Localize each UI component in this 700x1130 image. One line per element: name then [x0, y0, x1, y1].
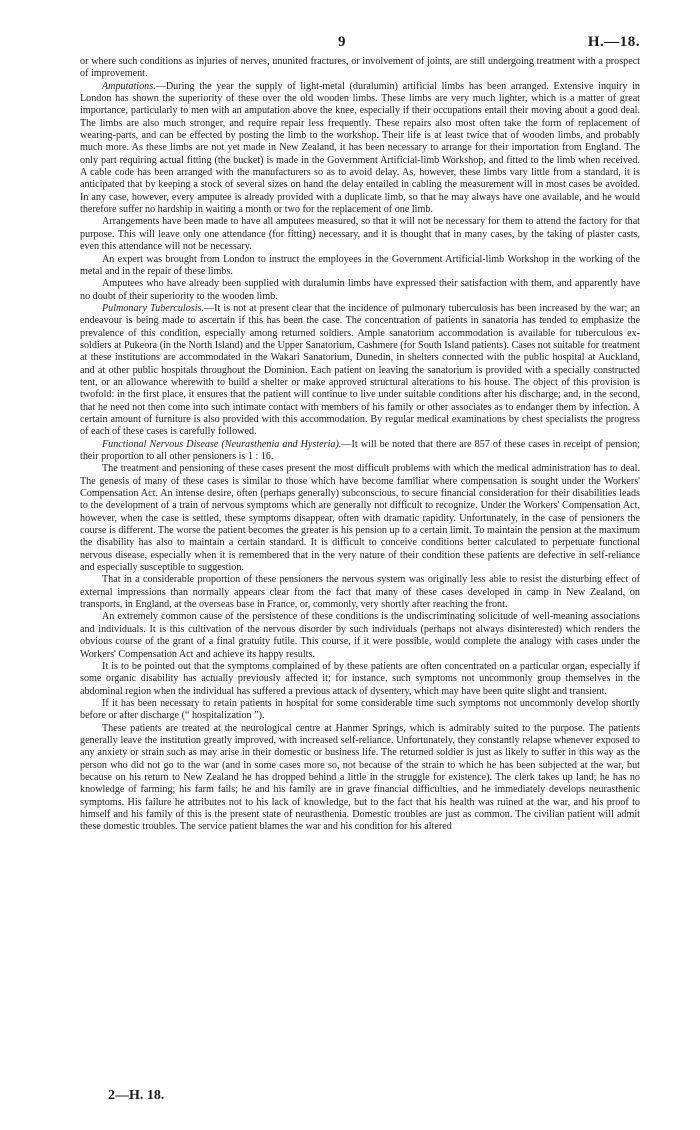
paragraph: That in a considerable proportion of these pensioners the nervous system was originally less able to resist the disturbing effect of external impressions than normally appears clear from the fact that many of these cases developed in camp in New Zealand, on transports, in England, at the overseas base in France, or, commonly, very shortly after reaching the front. [80, 574, 640, 611]
page-number: 9 [338, 34, 346, 50]
body-text [80, 56, 640, 834]
paragraph-functional-nervous-disease: Functional Nervous Disease (Neurasthenia and Hysteria).—It will be noted that there are 857 of these cases in receipt of pension; their proportion to all other pensioners is 1 : 16. [80, 438, 641, 462]
paragraph: Arrangements have been made to have all amputees measured, so that it will not be necessary for them to attend the factory for that purpose. This will leave only one attendance (for fitting) necessary, and it is thought that in many cases, by the taking of plaster casts, even this attendance will not be necessary. [80, 216, 640, 253]
section-heading: Pulmonary Tuberculosis. [102, 302, 204, 314]
paragraph: or where such conditions as injuries of nerves, ununited fractures, or involvement of joints, are still undergoing treatment with a prospect of improvement. [80, 56, 640, 80]
footer-signature: 2—H. 18. [108, 1088, 165, 1103]
paragraph: These patients are treated at the neurological centre at Hanmer Springs, which is admirably suited to the purpose. The patients generally leave the institution greatly improved, with increased self-reliance. Unfortunately, they constantly relapse whenever exposed to any anxiety or strain such as may arise in their domestic or business life. The returned soldier is just as likely to suffer in this way as the person who did not go to the war (and in some cases more so, not because of the strain to which he has been subjected at the war, but because on his return to New Zealand he has dropped behind a little in the struggle for existence). The clerk takes up land; he has no knowledge of farming; his farm fails; he and his family are in grave financial difficulties, and he immediately develops neurasthenic symptoms. His failure he attributes not to his lack of knowledge, but to the fact that his health was ruined at the war, and his proof to himself and his family of this is the present state of neurasthenia. Domestic troubles are just as common. The civilian patient will admit these domestic troubles. The service patient blames the war and his condition for his altered [80, 722, 640, 833]
paragraph: An expert was brought from London to instruct the employees in the Government Artificial-limb Workshop in the working of the metal and in the repair of these limbs. [80, 253, 640, 277]
paragraph-amputations: Amputations.—During the year the supply of light-metal (duralumin) artificial limbs has been arranged. Extensive inquiry in London has shown the superiority of these over the old wooden limbs. These limbs are very much lighter, which is a matter of great importance, particularly to men with an amputation above the knee, especially if their occupations entail their moving about a good deal. The limbs are also much stronger, and require repair less frequently. These repairs also most often take the form of replacement of wearing-parts, and can be effected by posting the limb to the workshop. Their life is at least twice that of wooden limbs, and probably much more. As these limbs are not yet made in New Zealand, it has been necessary to arrange for their importation from England. The only part requiring actual fitting (the bucket) is made in the Government Artificial-limb Workshop, and fitted to the limb when received. A cable code has been arranged with the manufacturers so as to avoid delay. As, however, these limbs vary little from a standard, it is anticipated that by keeping a stock of several sizes on hand the delay entailed in cabling the measurement will in most cases be avoided. In any case, however, every amputee is already provided with a duplicate limb, so that he may always have one available, and he would therefore suffer no hardship in waiting a month or two for the replacement of one limb. [80, 80, 640, 216]
paragraph-pulmonary-tuberculosis: Pulmonary Tuberculosis.—It is not at present clear that the incidence of pulmonary tuberculosis has been increased by the war; an endeavour is being made to ascertain if this has been the case. The concentration of patients in sanatoria has tended to emphasize the prevalence of this condition, especially among returned soldiers. Ample sanatorium accommodation is available for tuberculous ex-soldiers at Pukeora (in the North Island) and the Upper Sanatorium, Cashmere (for South Island patients). Cases not suitable for treatment at these institutions are accommodated in the Wakari Sanatorium, Dunedin, in shelters connected with the public hospital at Auckland, and at other public hospitals throughout the Dominion. Each patient on leaving the sanatorium is provided with a specially constructed tent, or an allowance wherewith to build a shelter or make approved structural alterations to his house. The object of this provision is twofold: in the first place, it ensures that the patient will continue to live under suitable conditions after his discharge; and, in the second, that he need not then come into such intimate contact with members of his family or other associates as to endanger them by infection. A certain amount of furniture is also provided with this accommodation. By regular medical examinations by chest specialists the progress of each of these cases is carefully followed. [80, 302, 640, 438]
document-reference: H.—18. [587, 34, 640, 50]
paragraph: If it has been necessary to retain patients in hospital for some considerable time such symptoms not uncommonly develop shortly before or after discharge (“ hospitalization ”). [80, 697, 640, 722]
paragraph: Amputees who have already been supplied with duralumin limbs have expressed their satisfaction with them, and apparently have no doubt of their superiority to the wooden limb. [80, 278, 640, 302]
document-page [80, 34, 640, 834]
paragraph: It is to be pointed out that the symptoms complained of by these patients are often concentrated on a particular organ, especially if some organic disability has actually previously affected it; for instance, such symptoms not uncommonly group themselves in the abdominal region when the individual has suffered a previous attack of dysentery, which may have been quite slight and transient. [80, 660, 640, 697]
paragraph: An extremely common cause of the persistence of these conditions is the undiscriminating solicitude of well-meaning associations and individuals. It is this cultivation of the nervous disorder by such individuals (perhaps not always disinterested) which renders the obvious course of the grant of a final gratuity futile. This course, if it were possible, would complete the analogy with cases under the Workers' Compensation Act and achieve its happy results. [80, 611, 640, 660]
section-heading: Amputations. [102, 80, 156, 92]
page-header [80, 34, 640, 56]
section-heading: Functional Nervous Disease (Neurasthenia and Hysteria). [102, 438, 342, 450]
paragraph: The treatment and pensioning of these cases present the most difficult problems with which the medical administration has to deal. The genesis of many of these cases is similar to those which have become familiar where compensation is sought under the Workers' Compensation Act. An intense desire, often (perhaps generally) subconscious, to secure financial consideration for their disabilities leads to the development of a train of nervous symptoms which are generally not difficult to recognize. Under the Workers' Compensation Act, however, when the case is settled, these symptoms disappear, often with dramatic rapidity. Unfortunately, in the case of pensioners the course is different. The worse the patient becomes the greater is his pension up to a certain limit. To maintain the pension at the maximum the disability has also to maintain a certain standard. It is difficult to conceive conditions better calculated to perpetuate functional nervous disease, especially when it is remembered that in the very nature of their condition these patients are defective in self-reliance and especially susceptible to suggestion. [80, 463, 640, 574]
